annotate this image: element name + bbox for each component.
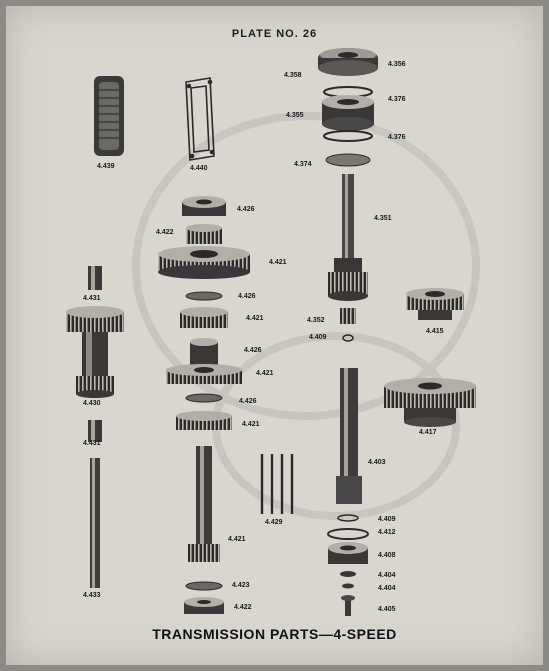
gear-4415 xyxy=(406,288,464,320)
bearing-4355 xyxy=(322,95,374,131)
bearing-4422 xyxy=(186,224,222,244)
part-label: 4.440 xyxy=(190,165,208,172)
snap-ring-4376b xyxy=(324,131,372,141)
part-label: 4.421 xyxy=(228,536,246,543)
gear-4421-large xyxy=(158,246,250,279)
part-label: 4.404 xyxy=(378,585,396,592)
bushing-4431-top xyxy=(88,266,102,290)
plate-footer-title: TRANSMISSION PARTS—4-SPEED xyxy=(152,626,397,642)
spacer-4426-c xyxy=(186,394,222,402)
part-label: 4.376 xyxy=(388,134,406,141)
part-label: 4.426 xyxy=(239,398,257,405)
part-label: 4.356 xyxy=(388,61,406,68)
part-label: 4.426 xyxy=(238,293,256,300)
part-label: 4.409 xyxy=(309,334,327,341)
part-label: 4.355 xyxy=(286,112,304,119)
part-label: 4.429 xyxy=(265,519,283,526)
bearing-4408 xyxy=(328,542,368,564)
part-label: 4.409 xyxy=(378,516,396,523)
washer-4404 xyxy=(340,571,356,577)
parts-plate xyxy=(6,6,543,665)
part-label: 4.408 xyxy=(378,552,396,559)
spacer-4426 xyxy=(186,292,222,300)
bearing-retainer-4356 xyxy=(318,48,378,76)
part-label: 4.433 xyxy=(83,592,101,599)
plate-title: PLATE NO. 26 xyxy=(231,28,318,40)
part-label: 4.374 xyxy=(294,161,312,168)
part-label: 4.421 xyxy=(269,259,287,266)
part-label: 4.352 xyxy=(307,317,325,324)
part-label: 4.422 xyxy=(234,604,252,611)
exploded-parts-drawing xyxy=(6,6,543,665)
bolt-4405 xyxy=(341,595,355,616)
part-label: 4.421 xyxy=(242,421,260,428)
part-label: 4.412 xyxy=(378,529,396,536)
part-label: 4.376 xyxy=(388,96,406,103)
spacer-4426-b xyxy=(190,338,218,366)
part-label: 4.422 xyxy=(156,229,174,236)
pilot-bearing-4352 xyxy=(340,308,356,324)
washer-4404b xyxy=(342,584,354,589)
snap-ring-4412 xyxy=(328,529,368,539)
washer-4374 xyxy=(326,154,370,166)
main-drive-gear-shaft xyxy=(328,174,368,301)
part-label: 4.417 xyxy=(419,429,437,436)
idler-gear-4430 xyxy=(66,306,124,398)
bearing-4426-top xyxy=(182,196,226,216)
part-label: 4.404 xyxy=(378,572,396,579)
countershaft-4421 xyxy=(188,446,220,562)
part-label: 4.403 xyxy=(368,459,386,466)
bearing-4422-bottom xyxy=(184,597,224,614)
part-label: 4.421 xyxy=(246,315,264,322)
gear-4421-c xyxy=(166,364,242,384)
main-shaft-4403 xyxy=(336,368,362,504)
part-label: 4.431 xyxy=(83,295,101,302)
washer-4423 xyxy=(186,582,222,590)
part-label: 4.439 xyxy=(97,163,115,170)
part-label: 4.405 xyxy=(378,606,396,613)
gear-4417 xyxy=(384,378,476,427)
gear-4421-d xyxy=(176,411,232,430)
part-label: 4.426 xyxy=(237,206,255,213)
part-label: 4.421 xyxy=(256,370,274,377)
part-label: 4.431 xyxy=(83,440,101,447)
part-label: 4.426 xyxy=(244,347,262,354)
part-label: 4.423 xyxy=(232,582,250,589)
bushing-4431-bottom xyxy=(88,420,102,442)
oil-screen-part xyxy=(94,76,124,156)
part-label: 4.415 xyxy=(426,328,444,335)
part-label: 4.430 xyxy=(83,400,101,407)
gear-4421-b xyxy=(180,307,228,328)
idler-shaft-4433 xyxy=(90,458,100,588)
part-label: 4.351 xyxy=(374,215,392,222)
part-label: 4.358 xyxy=(284,72,302,79)
